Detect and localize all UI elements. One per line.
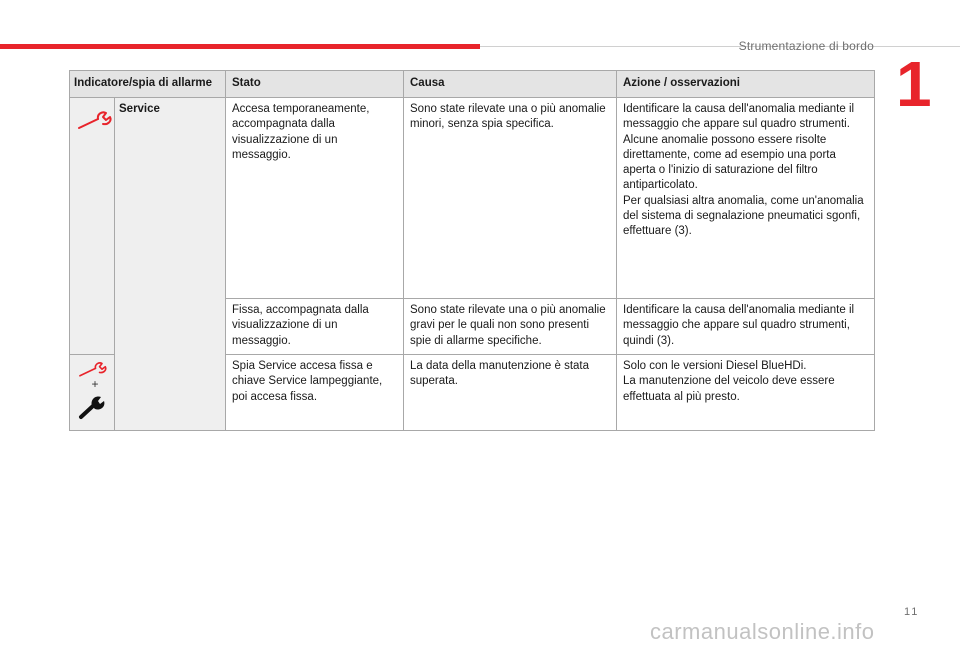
alarm-table xyxy=(69,70,875,431)
wrench-solid-icon xyxy=(77,394,107,420)
azione-line: Solo con le versioni Diesel BlueHDi. xyxy=(623,360,807,372)
icon-cell-service-key xyxy=(70,355,115,431)
azione-line: Identificare la causa dell'anomalia mediante il messaggio che appare sul quadro strumenti. xyxy=(623,103,855,131)
stato-cell: Accesa temporaneamente, accompagnata dalla visualizzazione di un messaggio. xyxy=(226,98,404,299)
stato-cell: Spia Service accesa fissa e chiave Service lampeggiante, poi accesa fissa. xyxy=(226,355,404,431)
page-number: 11 xyxy=(904,606,920,618)
icon-cell-service xyxy=(70,98,115,355)
plus-sign: + xyxy=(91,377,99,391)
table-row xyxy=(70,98,875,299)
azione-cell xyxy=(617,355,875,431)
azione-line: Alcune anomalie possono essere risolte direttamente, come ad esempio una porta aperta o l'inizio di saturazione del filtro antiparticolato. xyxy=(623,133,836,192)
causa-cell: Sono state rilevate una o più anomalie gravi per le quali non sono presenti spie di allarme specifiche. xyxy=(404,299,617,355)
azione-cell xyxy=(617,98,875,299)
azione-cell xyxy=(617,299,875,355)
chapter-number: 1 xyxy=(896,48,932,120)
table-header-row xyxy=(70,71,875,98)
azione-line: Identificare la causa dell'anomalia mediante il messaggio che appare sul quadro strumenti, quindi (3). xyxy=(623,304,855,347)
causa-cell: La data della manutenzione è stata superata. xyxy=(404,355,617,431)
header-rule xyxy=(480,46,960,47)
section-title: Strumentazione di bordo xyxy=(738,39,874,53)
stato-cell: Fissa, accompagnata dalla visualizzazione di un messaggio. xyxy=(226,299,404,355)
azione-line: Per qualsiasi altra anomalia, come un'anomalia del sistema di segnalazione pneumatici sgonfi, effettuare (3). xyxy=(623,194,864,238)
header-accent-bar xyxy=(0,44,480,49)
wrench-outline-icon xyxy=(76,110,114,132)
causa-cell: Sono state rilevate una o più anomalie minori, senza spia specifica. xyxy=(404,98,617,299)
header-indicator: Indicatore/spia di allarme xyxy=(70,71,226,98)
header-azione: Azione / osservazioni xyxy=(617,71,875,98)
header-causa: Causa xyxy=(404,71,617,98)
watermark-text: carmanualsonline.info xyxy=(650,619,875,644)
azione-line: La manutenzione del veicolo deve essere effettuata al più presto. xyxy=(623,375,835,403)
header-stato: Stato xyxy=(226,71,404,98)
indicator-name: Service xyxy=(115,98,226,431)
